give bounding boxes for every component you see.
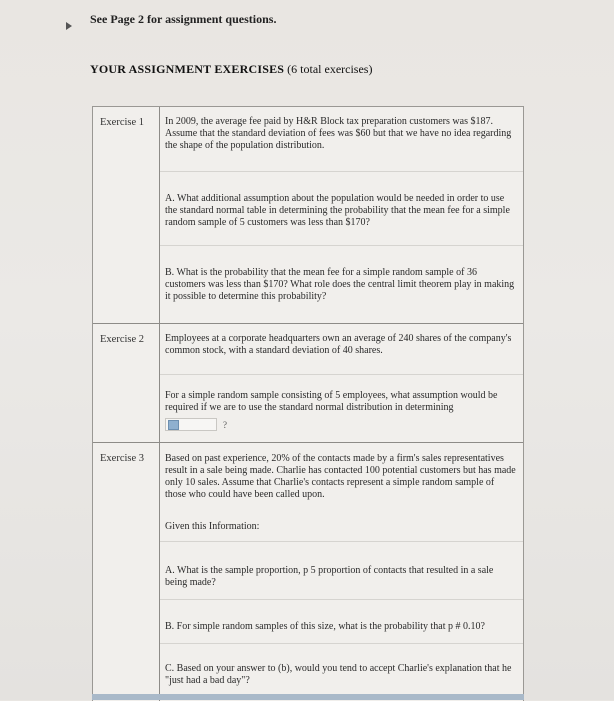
divider — [160, 245, 523, 246]
exercise-1-intro: In 2009, the average fee paid by H&R Block tax preparation customers was $187. Assume that the standard deviation of fees was $60 but that we have no idea regarding the shape of the population distribution. — [165, 116, 512, 151]
exercise-2-question: For a simple random sample consisting of 5 employees, what assumption would be required if we are to use the standard normal distribution in determining — [165, 390, 498, 413]
exercise-2-intro: Employees at a corporate headquarters own an average of 240 shares of the company's common stock, with a standard deviation of 40 shares. — [165, 333, 512, 356]
exercise-label: Exercise 2 — [100, 334, 145, 345]
exercise-row-3 — [93, 443, 523, 701]
exercise-table — [92, 106, 524, 701]
section-heading — [90, 62, 372, 77]
exercise-row-1 — [93, 107, 523, 324]
broken-image-icon — [168, 420, 179, 430]
bottom-strip — [92, 694, 524, 700]
column-divider — [159, 443, 160, 701]
divider — [160, 374, 523, 375]
exercise-count: (6 total exercises) — [287, 62, 373, 76]
page-note: See Page 2 for assignment questions. — [90, 12, 277, 26]
exercise-3-part-b: B. For simple random samples of this size, what is the probability that p # 0.10? — [165, 621, 485, 632]
column-divider — [159, 107, 160, 323]
exercise-1-part-a: A. What additional assumption about the population would be needed in order to use the standard normal table in determining the probability that the mean fee for a simple random sample of 5 customers was less than $170? — [165, 193, 510, 228]
bullet-marker-icon — [66, 22, 72, 30]
column-divider — [159, 324, 160, 442]
exercise-row-2 — [93, 324, 523, 443]
divider — [160, 541, 523, 542]
section-title: YOUR ASSIGNMENT EXERCISES — [90, 62, 285, 76]
divider — [160, 171, 523, 172]
exercise-label: Exercise 3 — [100, 453, 145, 464]
exercise-3-part-c: C. Based on your answer to (b), would you tend to accept Charlie's explanation that he "just had a bad day"? — [165, 663, 512, 686]
exercise-1-part-b: B. What is the probability that the mean fee for a simple random sample of 36 customers was less than $170? What role does the central limit theorem play in making it possible to determine this probability? — [165, 267, 515, 302]
exercise-3-given: Given this Information: — [165, 521, 260, 532]
broken-image-placeholder — [165, 418, 217, 431]
image-question-mark: ? — [223, 420, 227, 430]
exercise-3-intro: Based on past experience, 20% of the contacts made by a firm's sales representatives result in a sale being made. Charlie has contacted 100 potential customers but has made only 10 sales. Assume that Charlie's contacts represent a simple random sample of those who could have been called upon. — [165, 453, 516, 500]
divider — [160, 599, 523, 600]
exercise-3-part-a: A. What is the sample proportion, p 5 proportion of contacts that resulted in a sale being made? — [165, 565, 494, 588]
exercise-label: Exercise 1 — [100, 117, 145, 128]
divider — [160, 643, 523, 644]
